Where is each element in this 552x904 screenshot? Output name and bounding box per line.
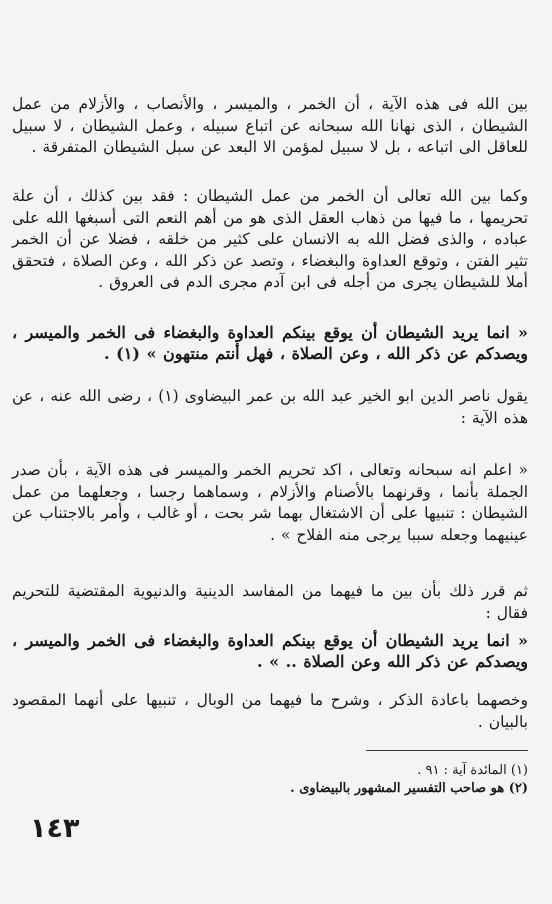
body-paragraph: وكما بين الله تعالى أن الخمر من عمل الشيطان : فقد بين كذلك ، أن علة تحريمها ، ما فيها من ذهاب العقل الذى هو من أهم النعم التى أسبغها الله على عباده ، والذى فضل الله به الانسان على كثير من خلقه ، فضلا عن أن الخمر تثير الفتن ، وتوقع العداوة والبغضاء ، وتصد عن ذكر الله ، وعن الصلاة ، فتحقق أملا للشيطان يجرى من أجله فى ابن آدم مجرى الدم فى العروق . bbox=[12, 187, 528, 291]
body-paragraph: بين الله فى هذه الآية ، أن الخمر ، والميسر ، والأنصاب ، والأزلام من عمل الشيطان ، الذى نهانا الله سبحانه عن اتباع سبيله ، وعمل الشيطان ، لا سبيل للعاقل الى اتباعه ، بل لا سبيل لمؤمن الا البعد عن سبل الشيطان المتفرقة . bbox=[12, 95, 528, 156]
body-paragraph: ثم قرر ذلك بأن بين ما فيهما من المفاسد الدينية والدنيوية المقتضية للتحريم فقال : bbox=[12, 582, 528, 622]
quran-quote: « انما يريد الشيطان أن يوقع بينكم العداوة والبغضاء فى الخمر والميسر ، ويصدكم عن ذكر الله ، وعن الصلاة ، فهل أنتم منتهون » (١) . bbox=[12, 323, 528, 363]
body-paragraph: وخصهما باعادة الذكر ، وشرح ما فيهما من الوبال ، تنبيها على أنهما المقصود بالبيان . bbox=[12, 691, 528, 731]
body-paragraph: يقول ناصر الدين ابو الخير عبد الله بن عمر البيضاوى (١) ، رضى الله عنه ، عن هذه الآية : bbox=[12, 387, 528, 427]
footnote-divider bbox=[366, 750, 528, 751]
tafsir-quote: « اعلم انه سبحانه وتعالى ، اكد تحريم الخمر والميسر فى هذه الآية ، بأن صدر الجملة بأنما ، وقرنهما بالأصنام والأزلام ، وسماهما رجسا ، وجعلهما من عمل الشيطان : تنبيها على أن الاشتغال بهما شر بحت ، أو غالب ، وأمر بالاجتناب عن عينيهما وجعله سببا يرجى منه الفلاح » . bbox=[12, 461, 528, 544]
footnote: (٢) هو صاحب التفسير المشهور بالبيضاوى . bbox=[290, 781, 528, 796]
footnote: (١) المائدة آية : ٩١ . bbox=[417, 763, 528, 778]
page-number: ١٤٣ bbox=[30, 813, 80, 844]
quran-quote: « انما يريد الشيطان أن يوقع بينكم العداوة والبغضاء فى الخمر والميسر ، ويصدكم عن ذكر الله وعن الصلاة .. » . bbox=[12, 631, 528, 671]
